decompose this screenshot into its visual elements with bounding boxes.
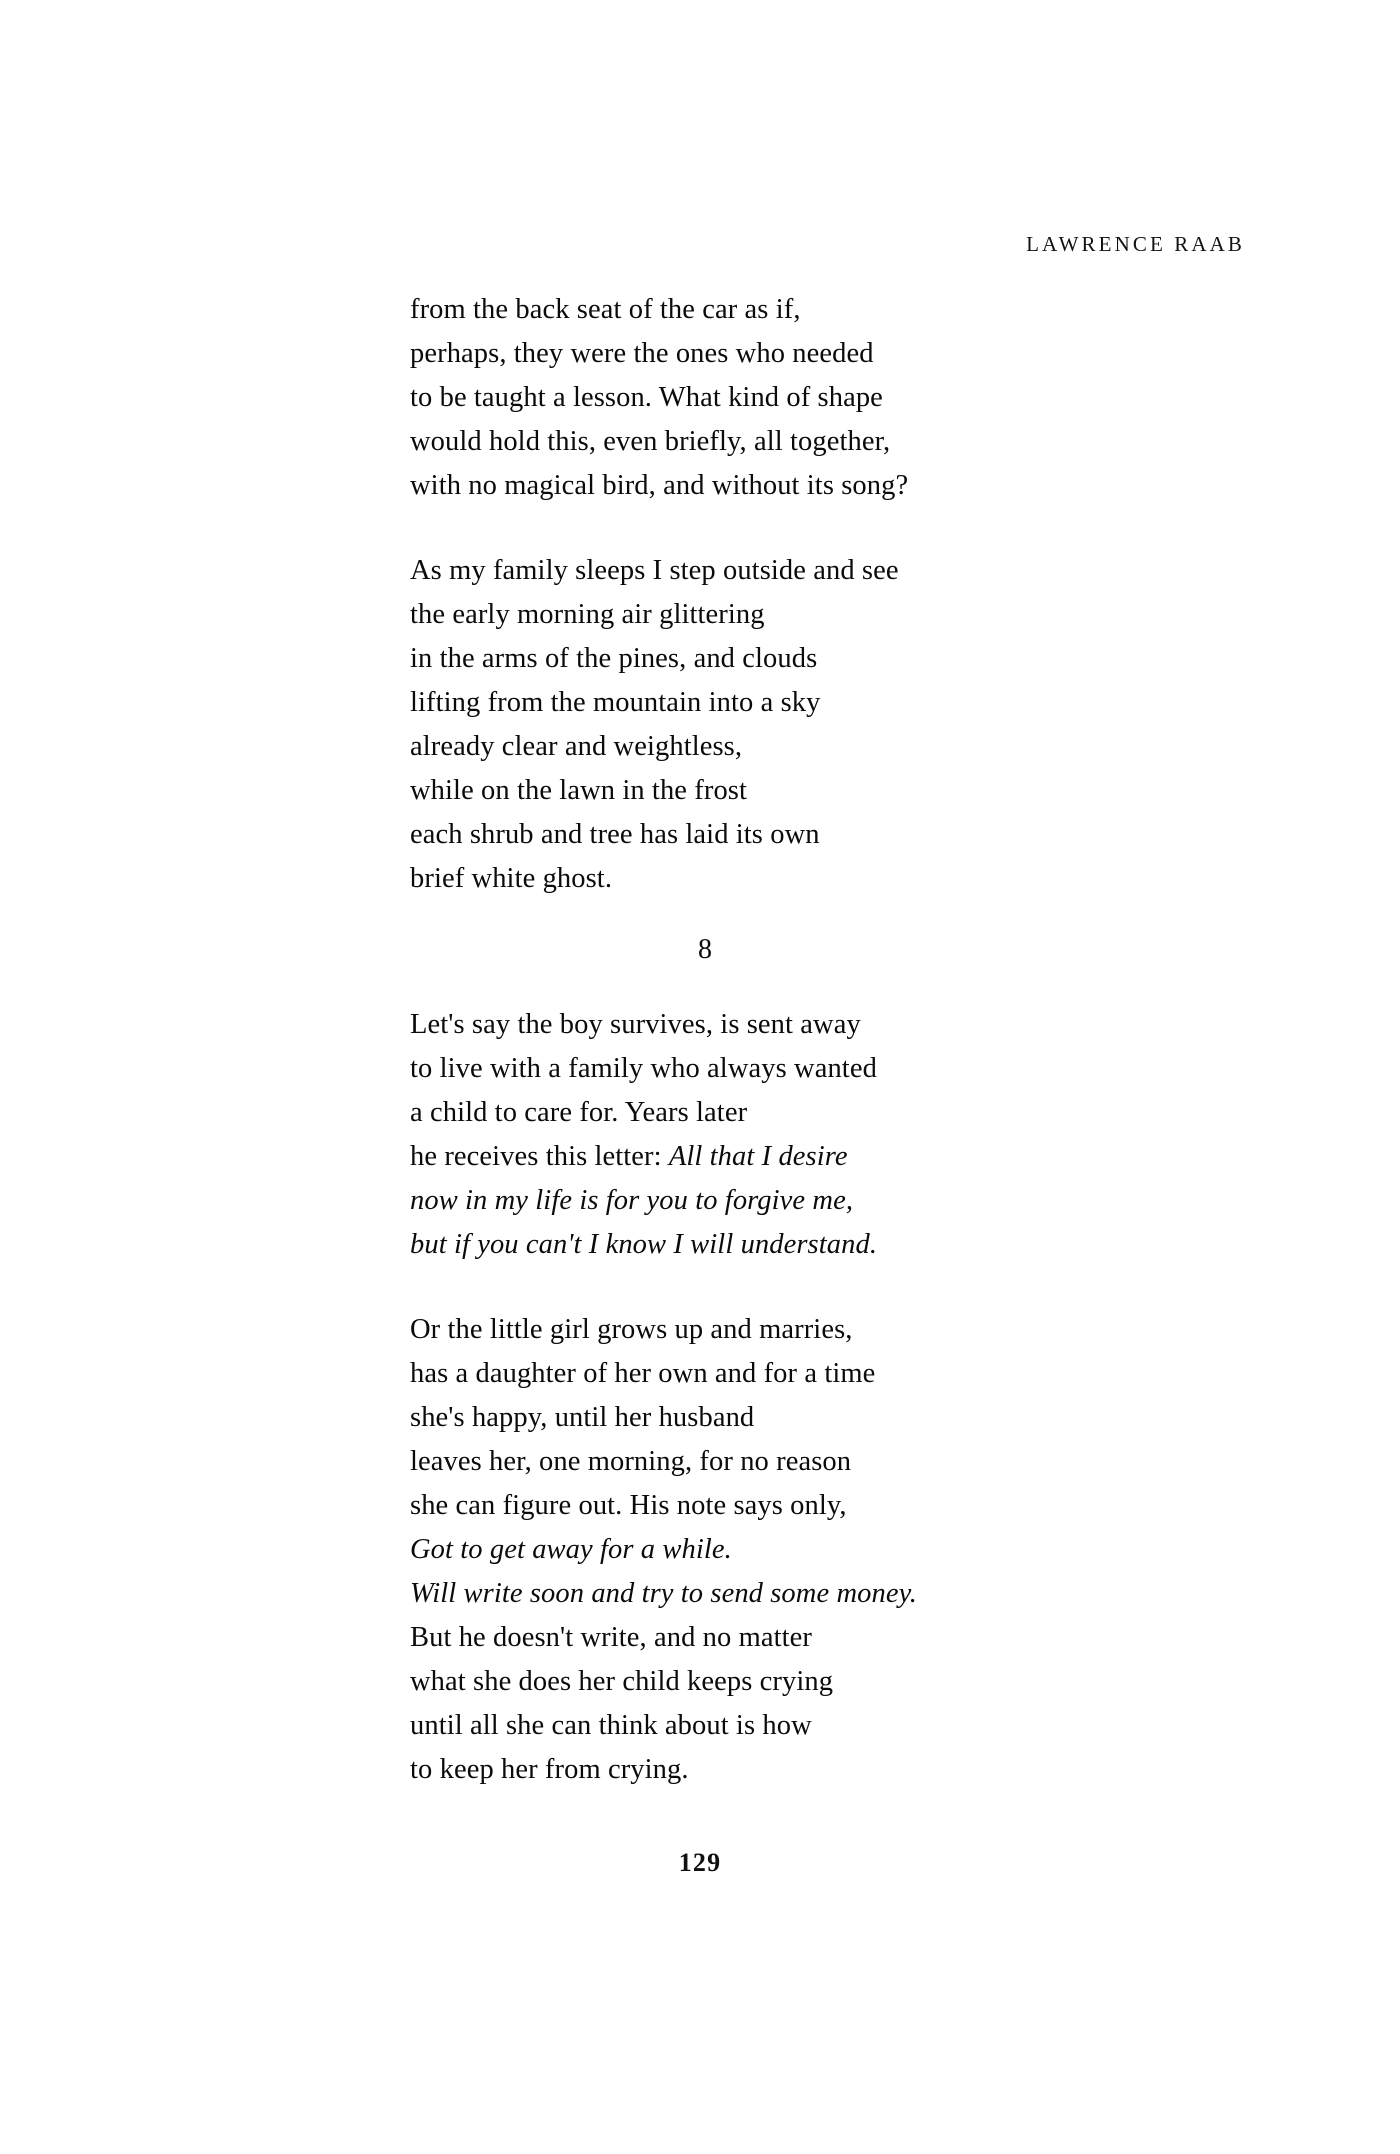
poem-line: As my family sleeps I step outside and see bbox=[410, 555, 899, 586]
poem-line: Or the little girl grows up and marries, bbox=[410, 1314, 853, 1345]
poem-line: while on the lawn in the frost bbox=[410, 775, 748, 806]
poem-line: the early morning air glittering bbox=[410, 599, 765, 630]
poem-line: Got to get away for a while. bbox=[410, 1534, 732, 1565]
stanza bbox=[410, 288, 1050, 508]
poem-line: a child to care for. Years later bbox=[410, 1097, 748, 1128]
poem-line: would hold this, even briefly, all together, bbox=[410, 426, 891, 457]
stanza bbox=[410, 549, 1050, 901]
running-head: LAWRENCE RAAB bbox=[1026, 232, 1245, 256]
poem-line: now in my life is for you to forgive me, bbox=[410, 1185, 854, 1216]
poem-line: has a daughter of her own and for a time bbox=[410, 1358, 876, 1389]
page-number: 129 bbox=[678, 1848, 722, 1877]
poem-line: to live with a family who always wanted bbox=[410, 1053, 877, 1084]
poem-line-italic-span: All that I desire bbox=[668, 1141, 848, 1172]
poem-line: perhaps, they were the ones who needed bbox=[410, 338, 874, 369]
poem-line: But he doesn't write, and no matter bbox=[410, 1622, 812, 1653]
poem-body-lower bbox=[410, 1003, 1070, 1792]
poem-line: each shrub and tree has laid its own bbox=[410, 819, 820, 850]
poem-line: until all she can think about is how bbox=[410, 1710, 812, 1741]
poem-line: she's happy, until her husband bbox=[410, 1402, 755, 1433]
poem-body-upper bbox=[410, 288, 1050, 901]
poem-line: leaves her, one morning, for no reason bbox=[410, 1446, 852, 1477]
poem-line: but if you can't I know I will understand. bbox=[410, 1229, 878, 1260]
poem-line: to keep her from crying. bbox=[410, 1754, 689, 1785]
poem-line: brief white ghost. bbox=[410, 863, 613, 894]
poem-line: to be taught a lesson. What kind of shape bbox=[410, 382, 883, 413]
poem-line: Let's say the boy survives, is sent away bbox=[410, 1009, 861, 1040]
poem-line: Will write soon and try to send some money. bbox=[410, 1578, 917, 1609]
stanza bbox=[410, 1003, 1070, 1267]
poem-line: from the back seat of the car as if, bbox=[410, 294, 801, 325]
poem-line: in the arms of the pines, and clouds bbox=[410, 643, 818, 674]
section-number: 8 bbox=[698, 934, 712, 965]
poem-line: she can figure out. His note says only, bbox=[410, 1490, 847, 1521]
poem-line: what she does her child keeps crying bbox=[410, 1666, 834, 1697]
poem-line: with no magical bird, and without its song? bbox=[410, 470, 909, 501]
poem-line: lifting from the mountain into a sky bbox=[410, 687, 821, 718]
stanza bbox=[410, 1308, 1070, 1792]
poem-line: he receives this letter: All that I desire bbox=[410, 1141, 848, 1172]
poem-line: already clear and weightless, bbox=[410, 731, 743, 762]
